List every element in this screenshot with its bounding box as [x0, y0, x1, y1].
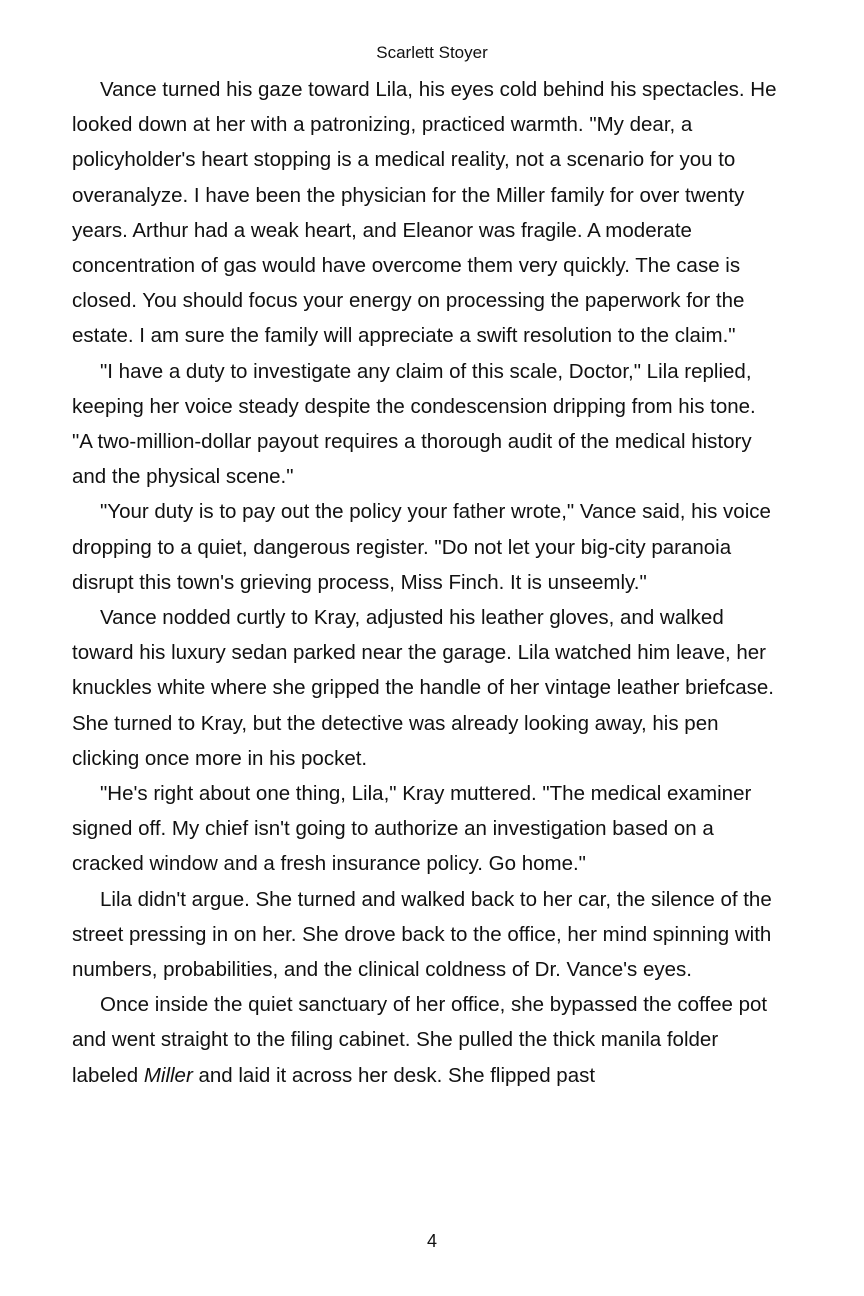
running-header: Scarlett Stoyer [376, 43, 488, 62]
paragraph: Lila didn't argue. She turned and walked back to her car, the silence of the street pressing in on her. She drove back to the office, her mind spinning with numbers, probabilities, and the clinical coldness of Dr. Vance's eyes. [72, 887, 772, 982]
page-number: 4 [426, 1231, 437, 1251]
paragraph: "Your duty is to pay out the policy your father wrote," Vance said, his voice dropping to a quiet, dangerous register. "Do not let your big-city paranoia disrupt this town's grieving process, Miss Finch. It is unseemly." [72, 500, 771, 594]
italic-folder-label: Miller [143, 1063, 193, 1087]
paragraph: "He's right about one thing, Lila," Kray muttered. "The medical examiner signed off. My chief isn't going to authorize an investigation based on a cracked window and a fresh insurance policy. Go home." [72, 782, 752, 876]
paragraph: Vance turned his gaze toward Lila, his eyes cold behind his spectacles. He looked down at her with a patronizing, practiced warmth. "My dear, a policyholder's heart stopping is a medical reality, not a scenario for you to overanalyze. I have been the physician for the Miller family for over twenty years. Arthur had a weak heart, and Eleanor was fragile. A moderate concentration of gas would have overcome them very quickly. The case is closed. You should focus your energy on processing the paperwork for the estate. I am sure the family will appreciate a swift resolution to the claim." [72, 78, 777, 348]
paragraph: Vance nodded curtly to Kray, adjusted his leather gloves, and walked toward his luxury sedan parked near the garage. Lila watched him leave, her knuckles white where she gripped the handle of her vintage leather briefcase. She turned to Kray, but the detective was already looking away, his pen clicking once more in his pocket. [72, 606, 774, 770]
paragraph-text: Once inside the quiet sanctuary of her office, she bypassed the coffee pot and went straight to the filing cabinet. She pulled the thick manila folder labeled [72, 993, 768, 1087]
paragraph: "I have a duty to investigate any claim of this scale, Doctor," Lila replied, keeping her voice steady despite the condescension dripping from his tone. "A two-million-dollar payout requires a thorough audit of the medical history and the physical scene." [72, 359, 756, 489]
paragraph [72, 987, 778, 1093]
paragraph-text: and laid it across her desk. She flipped past [192, 1063, 596, 1087]
body-text [72, 72, 778, 1093]
